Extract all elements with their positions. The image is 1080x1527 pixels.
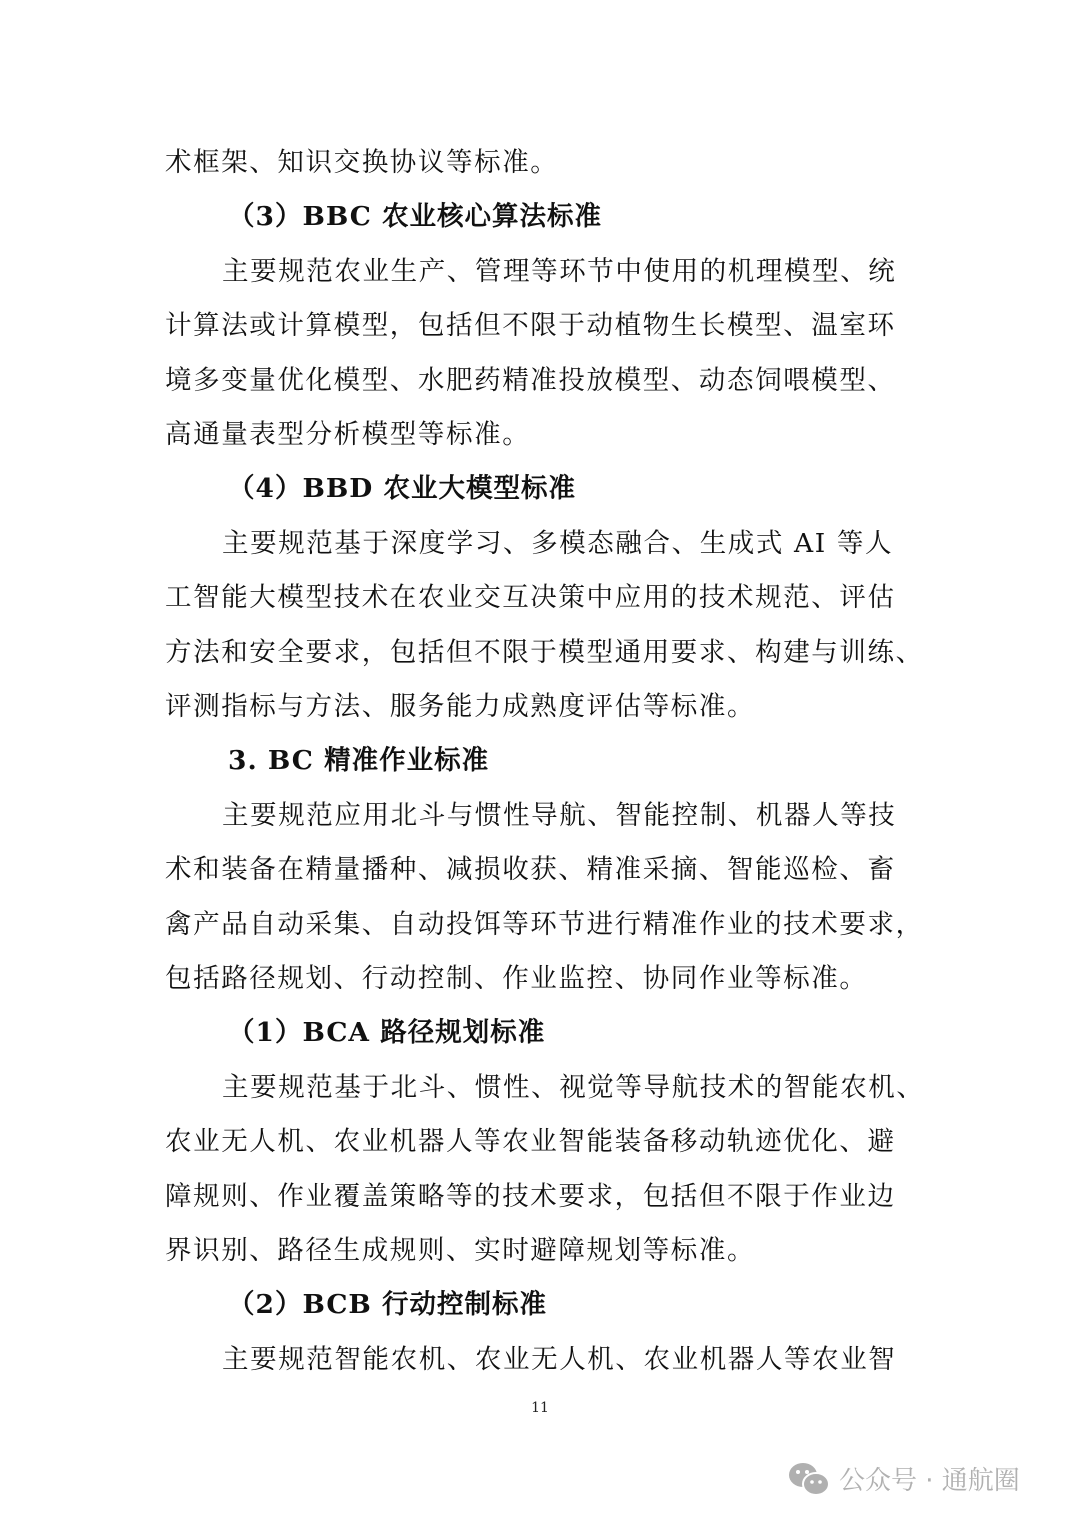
text-line: 术框架、知识交换协议等标准。 (165, 147, 559, 178)
text-line: 主要规范应用北斗与惯性导航、智能控制、机器人等技 (222, 799, 897, 831)
text-line: 农业无人机、农业机器人等农业智能装备移动轨迹优化、避 (165, 1126, 896, 1158)
text-line: 高通量表型分析模型等标准。 (165, 419, 531, 450)
page-number: 11 (531, 1400, 549, 1416)
section-heading: （4）BBD 农业大模型标准 (228, 473, 576, 505)
text-line: 方法和安全要求，包括但不限于模型通用要求、构建与训练、 (165, 636, 924, 668)
watermark-text: 公众号 · 通航圈 (839, 1466, 1020, 1496)
text-line: 主要规范基于深度学习、多模态融合、生成式 AI 等人 (222, 527, 894, 559)
section-heading: 3. BC 精准作业标准 (228, 745, 490, 777)
text-line: 评测指标与方法、服务能力成熟度评估等标准。 (165, 691, 756, 722)
text-line: 界识别、路径生成规则、实时避障规划等标准。 (165, 1235, 756, 1266)
watermark (787, 1460, 1020, 1497)
text-line: 障规则、作业覆盖策略等的技术要求，包括但不限于作业边 (165, 1180, 896, 1212)
text-line: 主要规范智能农机、农业无人机、农业机器人等农业智 (222, 1343, 897, 1375)
section-heading: （3）BBC 农业核心算法标准 (228, 201, 603, 233)
text-line: 主要规范基于北斗、惯性、视觉等导航技术的智能农机、 (222, 1071, 925, 1103)
text-line: 包括路径规划、行动控制、作业监控、协同作业等标准。 (165, 963, 868, 994)
text-line: 禽产品自动采集、自动投饵等环节进行精准作业的技术要求， (165, 908, 924, 940)
section-heading: （1）BCA 路径规划标准 (228, 1017, 546, 1049)
wechat-icon (787, 1461, 831, 1497)
text-line: 计算法或计算模型，包括但不限于动植物生长模型、温室环 (165, 310, 896, 342)
text-line: 术和装备在精量播种、减损收获、精准采摘、智能巡检、畜 (165, 854, 896, 886)
section-heading: （2）BCB 行动控制标准 (228, 1289, 548, 1321)
text-line: 工智能大模型技术在农业交互决策中应用的技术规范、评估 (165, 582, 896, 614)
text-line: 主要规范农业生产、管理等环节中使用的机理模型、统 (222, 255, 897, 287)
text-line: 境多变量优化模型、水肥药精准投放模型、动态饲喂模型、 (165, 364, 896, 396)
